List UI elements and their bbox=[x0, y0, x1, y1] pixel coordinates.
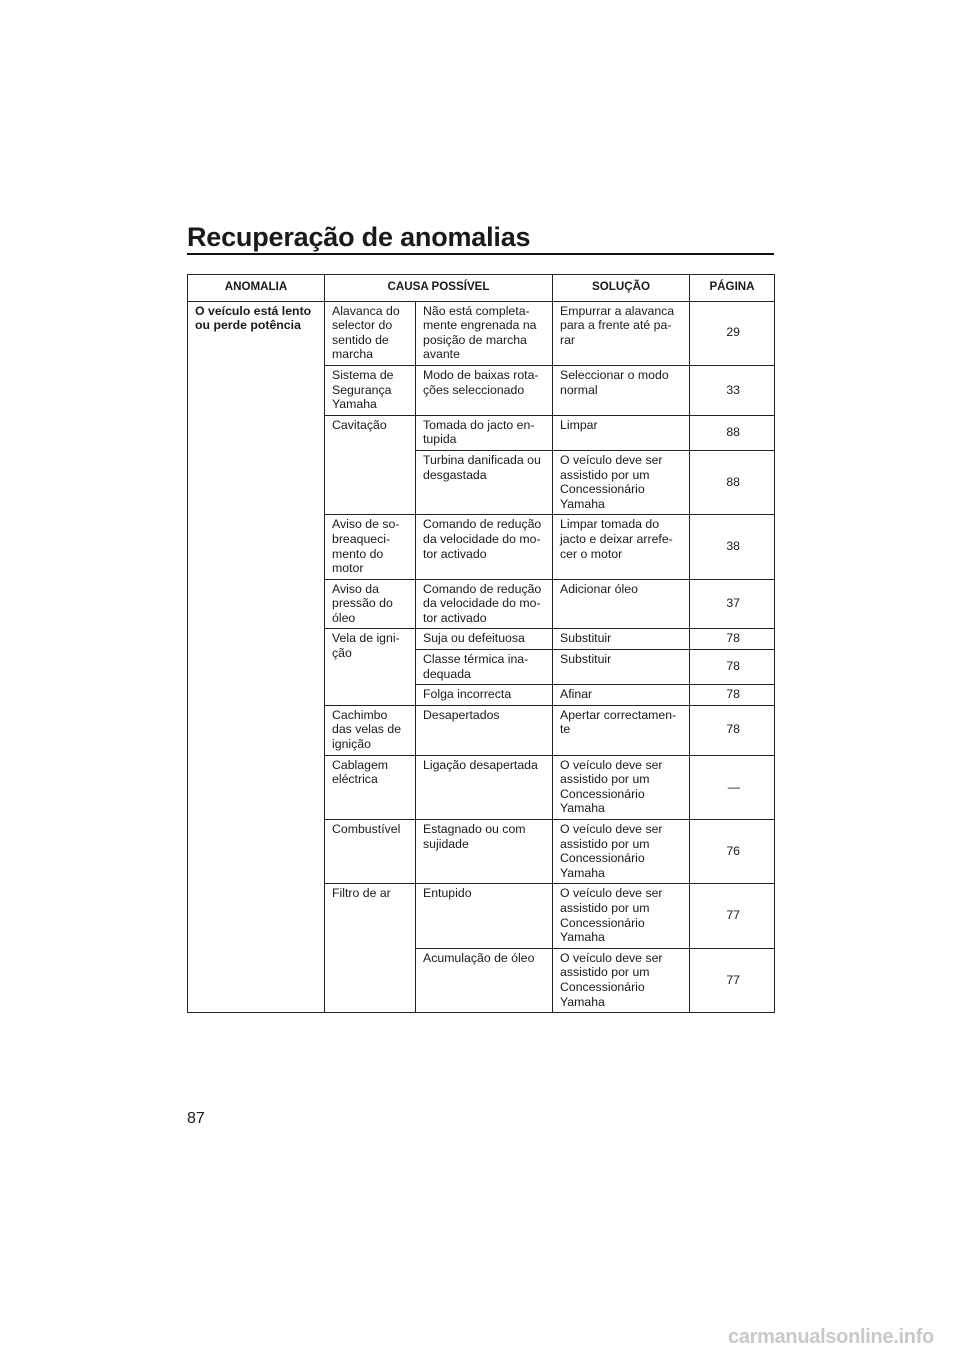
solution-cell: Apertar correctamen- te bbox=[553, 705, 690, 755]
page-cell: 38 bbox=[690, 515, 775, 579]
cause-cell: Alavanca do selector do sentido de marcha bbox=[325, 301, 416, 365]
detail-cell: Entupido bbox=[416, 884, 553, 948]
solution-cell: Seleccionar o modo normal bbox=[553, 365, 690, 415]
solution-cell: Limpar tomada do jacto e deixar arrefe- cer o motor bbox=[553, 515, 690, 579]
anomaly-cell: O veículo está lento ou perde potência bbox=[188, 301, 325, 1013]
page-cell: 76 bbox=[690, 820, 775, 884]
table-row bbox=[188, 301, 775, 365]
solution-cell: Empurrar a alavanca para a frente até pa- rar bbox=[553, 301, 690, 365]
page-cell: 77 bbox=[690, 948, 775, 1012]
page-cell: 78 bbox=[690, 629, 775, 650]
header-solution: SOLUÇÃO bbox=[553, 275, 690, 302]
page-cell: 78 bbox=[690, 650, 775, 685]
detail-cell: Suja ou defeituosa bbox=[416, 629, 553, 650]
header-page: PÁGINA bbox=[690, 275, 775, 302]
page-cell: 29 bbox=[690, 301, 775, 365]
page-cell: 88 bbox=[690, 415, 775, 450]
detail-cell: Estagnado ou com sujidade bbox=[416, 820, 553, 884]
solution-cell: O veículo deve ser assistido por um Concessionário Yamaha bbox=[553, 755, 690, 819]
page-cell: 33 bbox=[690, 365, 775, 415]
solution-cell: O veículo deve ser assistido por um Concessionário Yamaha bbox=[553, 820, 690, 884]
page-cell: — bbox=[690, 755, 775, 819]
cause-cell: Filtro de ar bbox=[325, 884, 416, 1013]
title-divider bbox=[187, 253, 774, 255]
solution-cell: Substituir bbox=[553, 629, 690, 650]
detail-cell: Comando de redução da velocidade do mo- tor activado bbox=[416, 515, 553, 579]
detail-cell: Turbina danificada ou desgastada bbox=[416, 450, 553, 514]
cause-cell: Vela de igni- ção bbox=[325, 629, 416, 705]
detail-cell: Modo de baixas rota- ções seleccionado bbox=[416, 365, 553, 415]
cause-cell: Cablagem eléctrica bbox=[325, 755, 416, 819]
detail-cell: Ligação desapertada bbox=[416, 755, 553, 819]
solution-cell: Afinar bbox=[553, 685, 690, 706]
page-cell: 77 bbox=[690, 884, 775, 948]
solution-cell: O veículo deve ser assistido por um Concessionário Yamaha bbox=[553, 884, 690, 948]
solution-cell: O veículo deve ser assistido por um Concessionário Yamaha bbox=[553, 450, 690, 514]
cause-cell: Aviso de so- breaqueci- mento do motor bbox=[325, 515, 416, 579]
page-number: 87 bbox=[187, 1110, 205, 1127]
solution-cell: Adicionar óleo bbox=[553, 579, 690, 629]
page-cell: 78 bbox=[690, 685, 775, 706]
header-cause: CAUSA POSSÍVEL bbox=[325, 275, 553, 302]
page-title: Recuperação de anomalias bbox=[187, 222, 531, 252]
detail-cell: Folga incorrecta bbox=[416, 685, 553, 706]
cause-cell: Sistema de Segurança Yamaha bbox=[325, 365, 416, 415]
detail-cell: Tomada do jacto en- tupida bbox=[416, 415, 553, 450]
page-cell: 78 bbox=[690, 705, 775, 755]
solution-cell: O veículo deve ser assistido por um Concessionário Yamaha bbox=[553, 948, 690, 1012]
troubleshooting-table bbox=[187, 274, 775, 1013]
cause-cell: Combustível bbox=[325, 820, 416, 884]
detail-cell: Acumulação de óleo bbox=[416, 948, 553, 1012]
cause-cell: Cachimbo das velas de ignição bbox=[325, 705, 416, 755]
cause-cell: Aviso da pressão do óleo bbox=[325, 579, 416, 629]
detail-cell: Não está completa- mente engrenada na posição de marcha avante bbox=[416, 301, 553, 365]
detail-cell: Comando de redução da velocidade do mo- tor activado bbox=[416, 579, 553, 629]
header-anomaly: ANOMALIA bbox=[188, 275, 325, 302]
table-header-row bbox=[188, 275, 775, 302]
watermark-text: carmanualsonline.info bbox=[728, 1326, 934, 1348]
page-cell: 37 bbox=[690, 579, 775, 629]
detail-cell: Desapertados bbox=[416, 705, 553, 755]
solution-cell: Limpar bbox=[553, 415, 690, 450]
page-cell: 88 bbox=[690, 450, 775, 514]
cause-cell: Cavitação bbox=[325, 415, 416, 515]
detail-cell: Classe térmica ina- dequada bbox=[416, 650, 553, 685]
solution-cell: Substituir bbox=[553, 650, 690, 685]
